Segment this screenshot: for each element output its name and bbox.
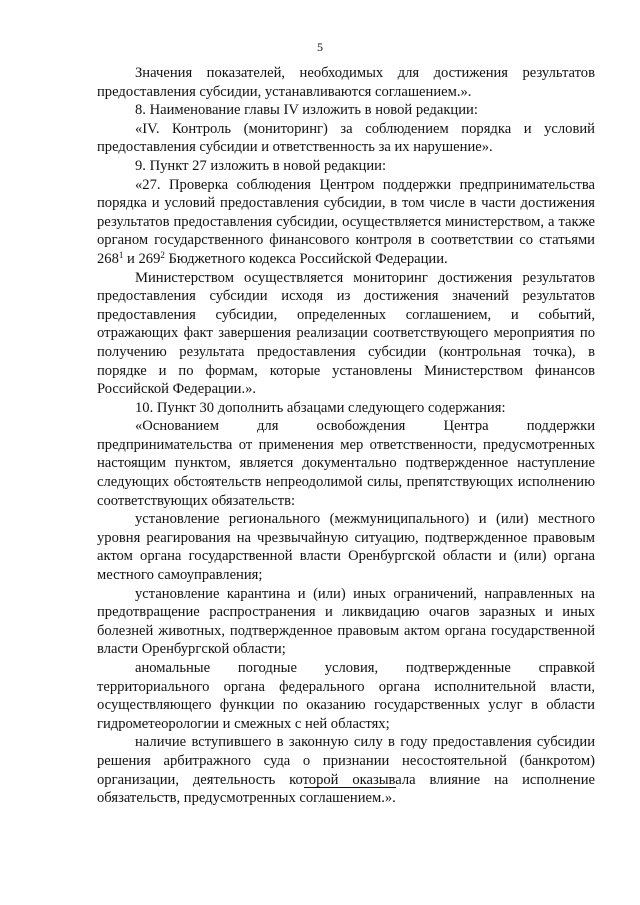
article-269-superscript: 2 — [160, 249, 165, 260]
paragraph-emergency-response: установление регионального (межмуниципального) и (или) местного уровня реагирования на чрезвычайную ситуацию, подтвержденное правовым актом органа государственной власти Оренбургской области и (или) органа местного самоуправления; — [97, 511, 595, 584]
paragraph-quarantine: установление карантина и (или) иных ограничений, направленных на предотвращение распространения и ликвидацию очагов заразных и иных болезней животных, подтвержденное правовым актом органа государственной власти Оренбургской области; — [97, 585, 595, 658]
paragraph-item-8: 8. Наименование главы IV изложить в новой редакции: — [135, 102, 478, 119]
end-divider-line — [304, 787, 396, 788]
paragraph-weather: аномальные погодные условия, подтвержденные справкой территориального органа федерального органа исполнительной власти, осуществляющего функции по оказанию государственных услуг в области гидрометеорологии и смежных с ней областях; — [97, 660, 595, 732]
point-27-text-middle: и 269 — [123, 250, 161, 267]
paragraph-item-9: 9. Пункт 27 изложить в новой редакции: — [135, 157, 387, 174]
document-body — [97, 64, 595, 808]
point-27-text-start: «27. Проверка соблюдения Центром поддержки предпринимательства порядка и условий предоставления субсидии, в том числе в части достижения результатов предоставления субсидии, осуществляется министерством, а также органом государственного финансового контроля в соответствии со статьями 268 — [97, 176, 595, 267]
paragraph-monitoring: Министерством осуществляется мониторинг достижения результатов предоставления субсидии исходя из достижения значений результатов предоставления субсидии, определенных соглашением, и событий, отражающих факт завершения реализации соответствующего мероприятия по получению результата предоставления субсидии (контрольная точка), в порядке и по формам, которые установлены Министерством финансов Российской Федерации.». — [97, 269, 595, 398]
paragraph-indicator-values: Значения показателей, необходимых для достижения результатов предоставления субсидии, устанавливаются соглашением.». — [97, 65, 595, 100]
paragraph-exemption-basis: «Основанием для освобождения Центра поддержки предпринимательства от применения мер ответственности, предусмотренных настоящим пунктом, является документально подтвержденное наступление следующих обстоятельств непреодолимой силы, препятствующих исполнению соответствующих обязательств: — [97, 418, 595, 509]
paragraph-item-10: 10. Пункт 30 дополнить абзацами следующего содержания: — [135, 399, 506, 416]
paragraph-arbitration: наличие вступившего в законную силу в году предоставления субсидии решения арбитражного суда о признании несостоятельной (банкротом) организации, деятельность которой оказывала влияние на исполнение обязательств, предусмотренных соглашением.». — [97, 734, 595, 807]
paragraph-chapter-iv-title: «IV. Контроль (мониторинг) за соблюдением порядка и условий предоставления субсидии и ответственность за их нарушение». — [97, 120, 595, 156]
page-number: 5 — [317, 40, 323, 54]
article-268-superscript: 1 — [118, 249, 124, 260]
point-27-text-end: Бюджетного кодекса Российской Федерации. — [164, 250, 448, 267]
paragraph-point-27 — [97, 176, 595, 269]
